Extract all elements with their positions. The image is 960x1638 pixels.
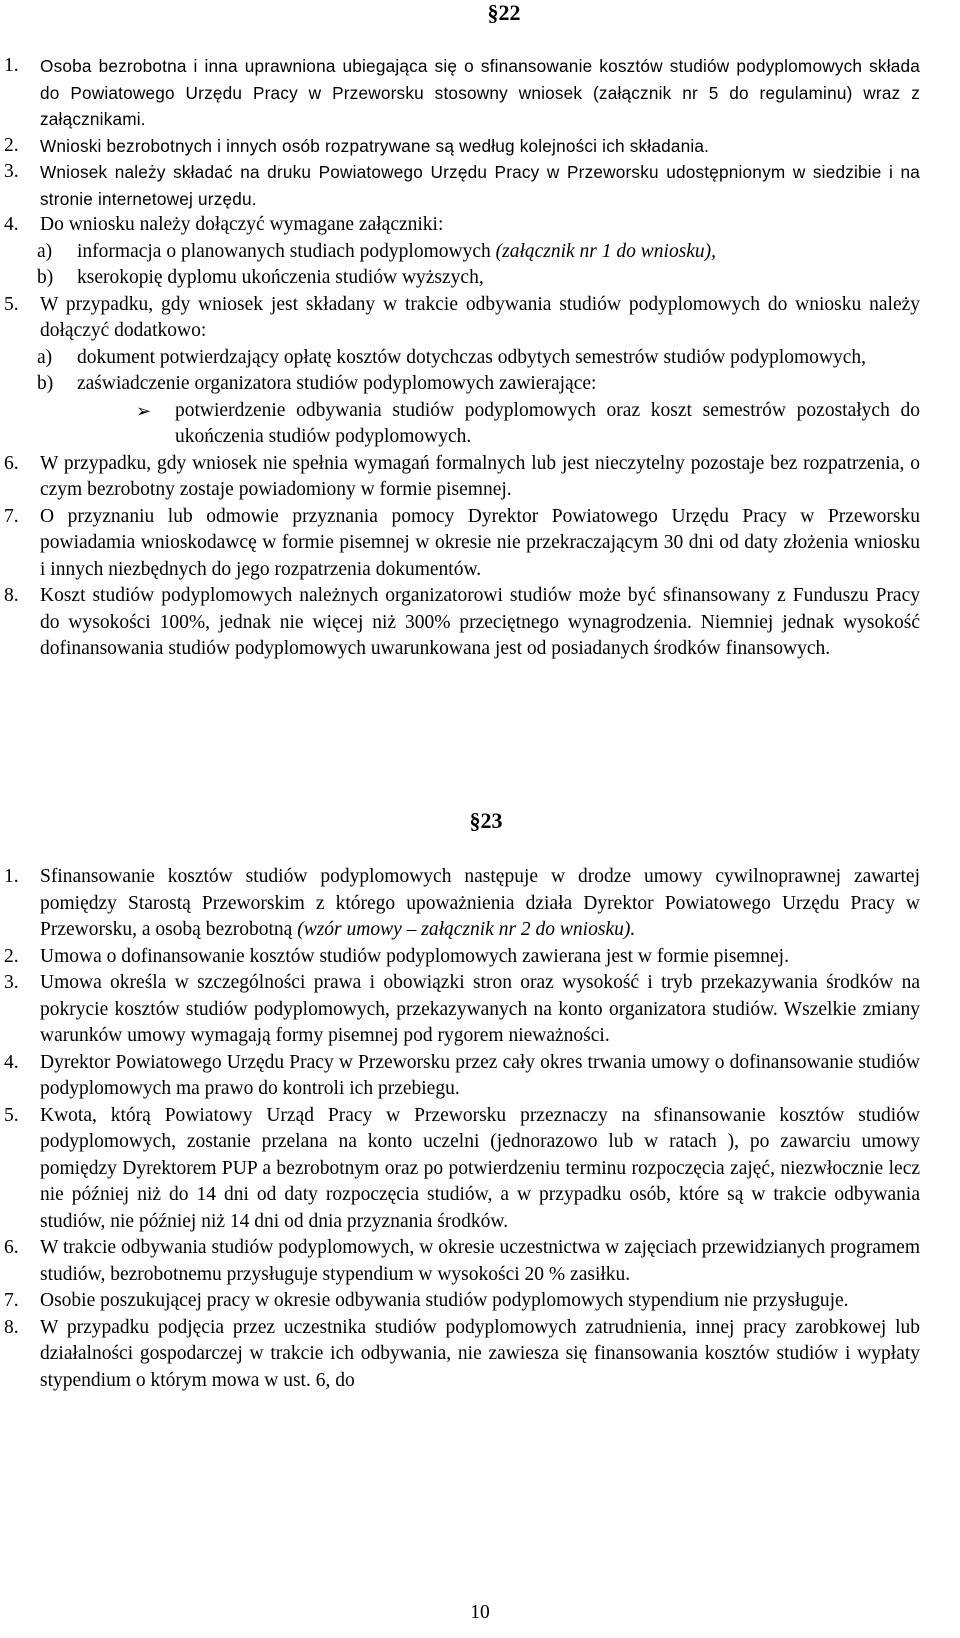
sub-item-italic: (załącznik nr 1 do wniosku), <box>495 240 717 262</box>
item-text: Osoba bezrobotna i inna uprawniona ubiegająca się o sfinansowanie kosztów studiów podyplomowych składa do Powiatowego Urzędu Pracy w Przeworsku stosowny wniosek (załącznik nr 5 do regulaminu) wraz z załącznikami. <box>40 56 920 129</box>
item-text: Koszt studiów podyplomowych należnych organizatorowi studiów może być sfinansowany z Funduszu Pracy do wysokości 100%, jednak nie więcej niż 300% przeciętnego wynagrodzenia. Niemniej jednak wysokość dofinansowania studiów podyplomowych uwarunkowana jest od posiadanych środków finansowych. <box>40 585 920 659</box>
item-text <box>40 864 920 944</box>
section-22-list <box>0 53 960 663</box>
item-number: 8. <box>4 585 19 606</box>
list-item <box>0 583 960 663</box>
item-number: 1. <box>4 866 19 887</box>
item-number: 5. <box>4 1104 19 1126</box>
item-number: 3. <box>4 161 19 182</box>
section-heading-22: §22 <box>487 0 521 25</box>
list-item <box>0 451 960 504</box>
item-text: Osobie poszukującej pracy w okresie odbywania studiów podyplomowych stypendium nie przysługuje. <box>40 1290 849 1311</box>
sub-item <box>0 371 920 398</box>
list-item <box>0 1050 960 1103</box>
sub-item-text: zaświadczenie organizatora studiów podyplomowych zawierające: <box>77 373 597 394</box>
list-item <box>0 133 960 160</box>
item-text: Umowa o dofinansowanie kosztów studiów podyplomowych zawierana jest w formie pisemnej. <box>40 945 789 967</box>
item-text-main: Sfinansowanie kosztów studiów podyplomowych następuje w drodze umowy cywilnoprawnej zawartej pomiędzy Starostą Przeworskim z którego upoważnienia działa Dyrektor Powiatowego Urzędu Pracy w Przeworsku, a osobą bezrobotną <box>40 866 920 940</box>
list-item <box>0 1235 960 1288</box>
sub-item <box>0 265 920 292</box>
item-text: W przypadku, gdy wniosek nie spełnia wymagań formalnych lub jest nieczytelny pozostaje bez rozpatrzenia, o czym bezrobotny zostaje powiadomiony w formie pisemnej. <box>40 452 920 500</box>
item-text: W przypadku podjęcia przez uczestnika studiów podyplomowych zatrudnienia, innej pracy zarobkowej lub działalności gospodarczej w trakcie ich odbywania, nie zawiesza się finansowania kosztów studiów i wypłaty stypendium o którym mowa w ust. 6, do <box>40 1316 920 1391</box>
item-text: W przypadku, gdy wniosek jest składany w trakcie odbywania studiów podyplomowych do wniosku należy dołączyć dodatkowo: <box>40 293 920 341</box>
item-number: 4. <box>4 214 19 235</box>
item-text: O przyznaniu lub odmowie przyznania pomocy Dyrektor Powiatowego Urzędu Pracy w Przeworsku powiadamia wnioskodawcę w formie pisemnej w okresie nie przekraczającym 30 dni od daty złożenia wniosku i innych niezbędnych do jego rozpatrzenia dokumentów. <box>40 505 920 580</box>
item-text: Wniosek należy składać na druku Powiatowego Urzędu Pracy w Przeworsku udostępnionym w siedzibie i na stronie internetowej urzędu. <box>40 162 920 209</box>
list-item <box>0 944 960 971</box>
list-item <box>0 1315 960 1395</box>
section-23-list <box>0 864 960 1394</box>
list-item <box>0 1103 960 1236</box>
list-item <box>0 970 960 1050</box>
sub-item <box>0 239 920 266</box>
list-item <box>0 1288 960 1315</box>
sub-item-label: b) <box>37 373 54 394</box>
item-text: Umowa określa w szczególności prawa i obowiązki stron oraz wysokość i tryb przekazywania środków na pokrycie kosztów studiów podyplomowych, przekazywanych na konto organizatora studiów. Wszelkie zmiany warunków umowy wymagają formy pisemnej pod rygorem nieważności. <box>40 972 920 1046</box>
sub-item-text: kserokopię dyplomu ukończenia studiów wyższych, <box>77 267 484 288</box>
item-text: Kwota, którą Powiatowy Urząd Pracy w Przeworsku przeznaczy na sfinansowanie kosztów studiów podyplomowych, zostanie przelana na konto uczelni (jednorazowo lub w ratach ), po zawarciu umowy pomiędzy Dyrektorem PUP a bezrobotnym oraz po potwierdzeniu terminu rozpoczęcia zajęć, niezwłocznie lecz nie później niż do 14 dni od daty rozpoczęcia studiów, a w przypadku osób, które są w trakcie odbywania studiów, nie później niż 14 dni od dnia przyznania środków. <box>40 1104 920 1232</box>
sub-item <box>0 345 920 372</box>
sub-item-text: informacja o planowanych studiach podyplomowych <box>77 240 496 262</box>
item-number: 1. <box>4 55 19 76</box>
list-item <box>0 212 960 292</box>
item-number: 7. <box>4 1290 19 1311</box>
item-text-italic: (wzór umowy – załącznik nr 2 do wniosku). <box>297 919 636 940</box>
section-heading-23: §23 <box>469 808 503 833</box>
list-item <box>0 159 960 212</box>
sub-item-label: b) <box>37 267 54 288</box>
item-number: 6. <box>4 452 19 474</box>
list-item <box>0 864 960 944</box>
item-number: 6. <box>4 1237 19 1258</box>
arrow-bullet-icon: ➢ <box>136 400 152 421</box>
item-text: Wnioski bezrobotnych i innych osób rozpatrywane są według kolejności ich składania. <box>40 135 710 156</box>
page-number: 10 <box>470 1602 490 1623</box>
item-number: 3. <box>4 972 19 993</box>
list-item <box>0 292 960 451</box>
item-text: W trakcie odbywania studiów podyplomowych, w okresie uczestnictwa w zajęciach przewidzianych programem studiów, bezrobotnemu przysługuje stypendium w wysokości 20 % zasiłku. <box>40 1237 920 1285</box>
item-number: 7. <box>4 505 19 527</box>
item-text: Do wniosku należy dołączyć wymagane załączniki: <box>40 214 444 235</box>
sub-item-text: dokument potwierdzający opłatę kosztów dotychczas odbytych semestrów studiów podyplomowych, <box>77 346 867 368</box>
item-number: 8. <box>4 1316 19 1338</box>
item-number: 5. <box>4 293 19 315</box>
item-number: 2. <box>4 134 19 156</box>
item-number: 2. <box>4 945 19 967</box>
bullet-item <box>0 398 920 451</box>
item-number: 4. <box>4 1051 19 1073</box>
list-item <box>0 53 960 133</box>
item-text: Dyrektor Powiatowego Urzędu Pracy w Przeworsku przez cały okres trwania umowy o dofinansowanie studiów podyplomowych ma prawo do kontroli ich przebiegu. <box>40 1051 920 1099</box>
bullet-text: potwierdzenie odbywania studiów podyplomowych oraz koszt semestrów pozostałych do ukończenia studiów podyplomowych. <box>175 399 920 447</box>
sub-item-label: a) <box>37 240 53 262</box>
list-item <box>0 504 960 584</box>
sub-item-label: a) <box>37 346 53 368</box>
